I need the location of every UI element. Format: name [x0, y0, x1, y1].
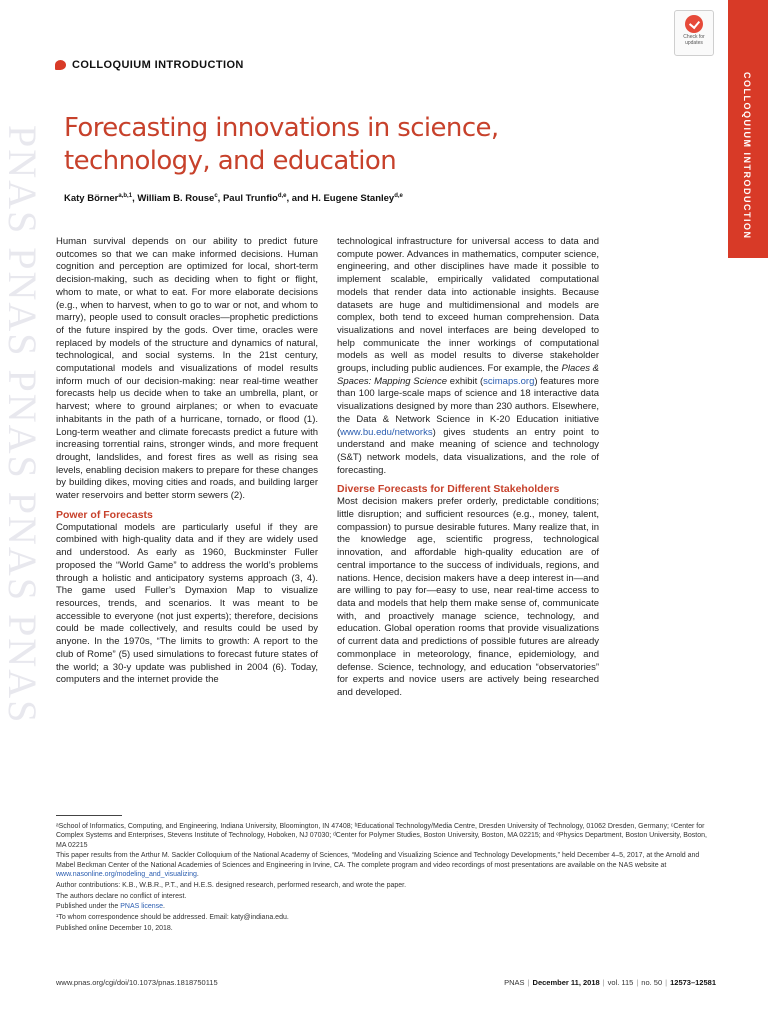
footnote-correspondence: ¹To whom correspondence should be addressed. Email: katy@indiana.edu.	[56, 914, 289, 922]
issue-number: no. 50	[641, 978, 663, 987]
author-separator: , and	[286, 193, 312, 205]
badge-line1: Check for	[683, 34, 705, 40]
footnote-conflict: The authors declare no conflict of interest.	[56, 892, 187, 900]
text-run: Published under the	[56, 903, 121, 911]
author-affiliation: c	[214, 193, 218, 199]
footnote-colloquium	[56, 851, 718, 879]
journal-name: PNAS	[504, 978, 525, 987]
badge-line2: updates	[685, 40, 703, 46]
author-name[interactable]: Paul Trunfio	[222, 193, 278, 205]
footnote-contributions: Author contributions: K.B., W.B.R., P.T., and H.E.S. designed research, performed research, and wrote the paper.	[56, 881, 407, 889]
issue-date: December 11, 2018	[532, 978, 600, 987]
text-run: technological infrastructure for universal access to data and compute power. Advances in mathematics, computer science, engineering, and other disciplines have made it possible to implement scalable, empirically validated computational models that render data into actionable insights. Because datasets are huge and multidimensional and models are complex, both tend to exceed human comprehension. Data visualizations and novel interfaces are being developed to help communicate the inner workings of computational models as well as model results to diverse stakeholder groups, including public audiences. For example, the	[337, 236, 599, 375]
footnote-published: Published online December 10, 2018.	[56, 924, 173, 932]
text-run: .	[196, 870, 199, 878]
section-sidebar	[728, 0, 768, 258]
paragraph-power-of-forecasts: Computational models are particularly useful if they are combined with high-quality data and if they are widely used and understood. As early as 1960, Buckminster Fuller proposed the “World Game” to address the world’s problems through a holistic and anticipatory systems approach (3, 4). The game used Fuller’s Dymaxion Map to visualize resources, trends, and scenarios. It was meant to be accessible to everyone (not just experts); therefore, decisions could be made collectively, and results could be used by anyone. In the 1970s, “The limits to growth: A report to the club of Rome” (5) used simulations to forecast future states of the world; a 30-y update was published in 2004 (6). Today, computers and the internet provide the	[56, 521, 318, 686]
citation-separator: |	[527, 978, 530, 987]
author-separator: ,	[217, 193, 223, 205]
section-tag-label: COLLOQUIUM INTRODUCTION	[72, 59, 244, 71]
left-column	[56, 236, 318, 687]
author-separator: ,	[132, 193, 138, 205]
section-tag	[55, 59, 244, 71]
text-run: ) gives students an entry point to understand and make meaning of science and technology (S&T) network models, data visualizations, and the role of forecasting.	[337, 426, 599, 476]
article-title: Forecasting innovations in science, technology, and education	[64, 113, 499, 176]
author-name[interactable]: H. Eugene Stanley	[311, 193, 395, 205]
text-run: ) features more than 100 large-scale maps of science and 18 interactive data visualizations designed by more than 230 authors. Elsewhere, the Data & Network Science in K-20 Education initiative (	[337, 375, 599, 438]
author-affiliation: d,e	[394, 193, 403, 199]
nas-website-link[interactable]: www.nasonline.org/modeling_and_visualizing	[56, 870, 197, 878]
author-list	[64, 193, 403, 204]
heading-diverse-forecasts: Diverse Forecasts for Different Stakeholders	[337, 483, 560, 496]
bu-networks-link[interactable]: www.bu.edu/networks	[340, 426, 433, 438]
citation-separator: |	[636, 978, 639, 987]
text-run: .	[163, 903, 165, 911]
footnote-divider	[56, 815, 122, 816]
paragraph-intro: Human survival depends on our ability to predict future outcomes so that we can make informed decisions. Human cognition and perception are optimized for local, short-term decision-making, such as deciding when to fight or flight, whom to mate, or what to eat. For more elaborate decisions (e.g., when to harvest, when to go to war or not, and whom to marry), people used to consult oracles—prophetic predictions of the future inspired by the gods. Over time, oracles were replaced by models of the structure and dynamics of natural, technological, and social systems. In the 21st century, computational models and visualizations of model results inform much of our decision-making: near real-time weather forecasts help us decide when to take an umbrella, plant, or harvest; where to ground airplanes; or when to evacuate inhabitants in the path of a hurricane, tornado, or flood (1). Long-term weather and climate forecasts predict a future with increasing torrential rains, stronger winds, and more frequent drought, landslides, and forest fires as well as rising sea levels, enabling decision makers to prepare for these changes by building dikes, moving cities and roads, and building larger water reservoirs and better storm sewers (2).	[56, 236, 318, 502]
text-run: exhibit (	[447, 375, 484, 387]
sidebar-label: COLLOQUIUM INTRODUCTION	[742, 72, 752, 240]
author-affiliation: a,b,1	[118, 193, 133, 199]
exhibit-title: Places & Spaces: Mapping Science	[337, 363, 599, 387]
scimaps-link[interactable]: scimaps.org	[483, 375, 535, 387]
footnotes	[56, 822, 718, 935]
page-range: 12573–12581	[670, 978, 716, 987]
speech-bubble-icon	[55, 60, 66, 70]
citation-separator: |	[602, 978, 605, 987]
citation-separator: |	[665, 978, 668, 987]
heading-power-of-forecasts: Power of Forecasts	[56, 508, 153, 521]
author-name[interactable]: Katy Börner	[64, 193, 119, 205]
pnas-license-link[interactable]: PNAS license	[120, 903, 164, 911]
check-for-updates-badge[interactable]	[674, 10, 714, 56]
right-column	[337, 236, 599, 700]
check-updates-icon	[685, 15, 703, 33]
author-name[interactable]: William B. Rouse	[137, 193, 215, 205]
pnas-watermark: PNAS PNAS PNAS PNAS PNAS	[0, 125, 45, 725]
paragraph-diverse-forecasts: Most decision makers prefer orderly, predictable conditions; little disruption; and sufficient resources (e.g., money, talent, compassion) to pursue desirable futures. Many realize that, in the knowledge age, scientific progress, technological innovation, and affordable high-quality education are of central importance to the success of individuals, regions, and nations. Hence, decision makers have a deep interest in—and are willing to pay for—easy to use, near real-time access to data and models that help them make sense of, communicate with, and proactively manage science, technology, and education. Global operation rooms that provide visualizations of current data and predictions of possible futures are already commonplace in meteorology, finance, epidemiology, and defense. Science, technology, and education “observatories” for experts and novice users are actively being researched and developed.	[337, 496, 599, 698]
footnote-affiliations: ᵃSchool of Informatics, Computing, and Engineering, Indiana University, Bloomington, IN 47408; ᵇEducational Technology/Media Centre, Dresden University of Technology, 01062 Dresden, Germany; ᶜCenter for Complex Systems and Enterprises, Stevens Institute of Technology, Hoboken, NJ 07030; ᵈCenter for Polymer Studies, Boston University, Boston, MA 02215; and ᵉPhysics Department, Boston University, Boston, MA 02215	[56, 823, 707, 849]
citation	[504, 978, 716, 987]
paragraph-infrastructure	[337, 236, 599, 477]
doi-link[interactable]: www.pnas.org/cgi/doi/10.1073/pnas.1818750115	[56, 978, 218, 987]
text-run: This paper results from the Arthur M. Sackler Colloquium of the National Academy of Sciences, “Modeling and Visualizing Science and Technology Developments,” held December 4–5, 2017, at the Arnold and Mabel Beckman Center of the National Academies of Sciences and Engineering in Irvine, CA. The complete program and video recordings of most presentations are available on the NAS website at	[56, 852, 700, 869]
volume: vol. 115	[607, 978, 634, 987]
footnote-license	[56, 902, 718, 911]
author-affiliation: d,e	[277, 193, 287, 199]
